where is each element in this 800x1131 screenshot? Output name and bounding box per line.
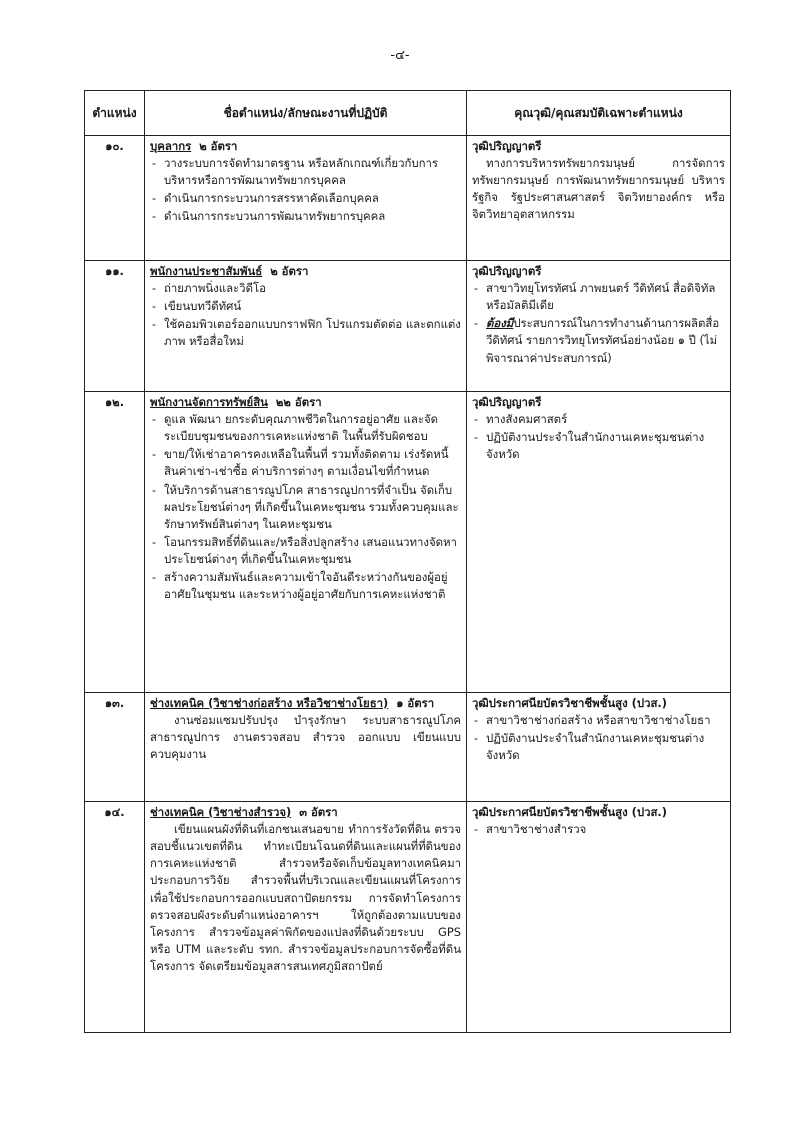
- table-row: [85, 261, 731, 392]
- duties-paragraph: เขียนแผนผังที่ดินที่เอกชนเสนอขาย ทำการรังวัดที่ดิน ตรวจสอบชี้แนวเขตที่ดิน ทำทะเบียนโฉนดที่ดินและแผนที่ที่ดินของการเคหะแห่งชาติ สำรวจหรือจัดเก็บข้อมูลทางเทคนิคมาประกอบการวิจัย สำรวจพื้นที่บริเวณและเขียนแผนที่โครงการเพื่อใช้ประกอบการออกแบบสถาปัตยกรรม การจัดทำโครงการ ตรวจสอบผังระดับตำแหน่งอาคารฯ ให้ถูกต้องตามแบบของโครงการ สำรวจข้อมูลค่าพิกัดของแปลงที่ดินด้วยระบบ GPS หรือ UTM และระดับ รทก. สำรวจข้อมูลประกอบการจัดซื้อที่ดินโครงการ จัดเตรียมข้อมูลสารสนเทศภูมิสถาปัตย์: [150, 822, 461, 973]
- position-title: [150, 263, 461, 280]
- qualification-list: [472, 712, 725, 764]
- list-item: - ดูแล พัฒนา ยกระดับคุณภาพชีวิตในการอยู่อาศัย และจัดระเบียบชุมชนของการเคหะแห่งชาติ ในพื้นที่รับผิดชอบ: [150, 411, 461, 445]
- table-row: [85, 802, 731, 1033]
- list-item: - สาขาวิชาช่างก่อสร้าง หรือสาขาวิชาช่างโยธา: [472, 712, 725, 729]
- duties-paragraph: งานซ่อมแซมปรับปรุง บำรุงรักษา ระบบสาธารณูปโภค สาธารณูปการ งานตรวจสอบ สำรวจ ออกแบบ เขียนแบบ ควบคุมงาน: [150, 713, 461, 762]
- qualification-heading: วุฒิปริญญาตรี: [472, 264, 542, 278]
- qualification-cell: [467, 802, 731, 1033]
- list-item: - สาขาวิทยุโทรทัศน์ ภาพยนตร์ วีดิทัศน์ สื่อดิจิทัล หรือมัลติมีเดีย: [472, 280, 725, 314]
- position-cell: [145, 802, 467, 1033]
- position-cell: [145, 136, 467, 261]
- qualification-heading: วุฒิประกาศนียบัตรวิชาชีพชั้นสูง (ปวส.): [472, 696, 667, 710]
- position-cell: [145, 693, 467, 802]
- position-number: ๑๒.: [85, 392, 145, 693]
- header-qualifications: คุณวุฒิ/คุณสมบัติเฉพาะตำแหน่ง: [467, 91, 731, 136]
- position-title: [150, 695, 461, 712]
- duties-list: [150, 411, 461, 603]
- qualification-cell: [467, 136, 731, 261]
- list-item: - โอนกรรมสิทธิ์ที่ดินและ/หรือสิ่งปลูกสร้าง เสนอแนวทางจัดหาประโยชน์ต่างๆ ที่เกิดขึ้นในเคหะชุมชน: [150, 534, 461, 568]
- position-count: ๒ อัตรา: [199, 139, 238, 153]
- position-number: ๑๔.: [85, 802, 145, 1033]
- position-name: พนักงานประชาสัมพันธ์: [150, 264, 263, 278]
- qualification-heading: วุฒิปริญญาตรี: [472, 395, 542, 409]
- qualification-cell: [467, 392, 731, 693]
- list-item: - เขียนบทวีดีทัศน์: [150, 298, 461, 315]
- qualification-heading: วุฒิปริญญาตรี: [472, 139, 542, 153]
- header-title-duties: ชื่อตำแหน่ง/ลักษณะงานที่ปฏิบัติ: [145, 91, 467, 136]
- header-position: ตำแหน่ง: [85, 91, 145, 136]
- page-number: -๔-: [390, 48, 410, 63]
- table-header-row: [85, 91, 731, 136]
- list-item: [472, 315, 725, 366]
- position-name: พนักงานจัดการทรัพย์สิน: [150, 395, 268, 409]
- position-count: ๓ อัตรา: [299, 805, 338, 819]
- list-item: - ถ่ายภาพนิ่งและวิดีโอ: [150, 280, 461, 297]
- qualification-cell: [467, 261, 731, 392]
- position-number: ๑๓.: [85, 693, 145, 802]
- position-number: ๑๐.: [85, 136, 145, 261]
- qualification-list: [472, 411, 725, 463]
- table-row: [85, 392, 731, 693]
- qualification-text: ทางการบริหารทรัพยากรมนุษย์ การจัดการทรัพยากรมนุษย์ การพัฒนาทรัพยากรมนุษย์ บริหารรัฐกิจ รัฐประศาสนศาสตร์ จิตวิทยาองค์กร หรือ จิตวิทยาอุตสาหกรรม: [472, 156, 725, 222]
- position-name: ช่างเทคนิค (วิชาช่างสำรวจ): [150, 805, 292, 819]
- position-number: ๑๑.: [85, 261, 145, 392]
- position-cell: [145, 261, 467, 392]
- list-item: - ให้บริการด้านสาธารณูปโภค สาธารณูปการที่จำเป็น จัดเก็บผลประโยชน์ต่างๆ ที่เกิดขึ้นในเคหะชุมชน รวมทั้งควบคุมและรักษาทรัพย์สินต่างๆ ในเคหะชุมชน: [150, 482, 461, 533]
- list-item: - ดำเนินการกระบวนการสรรหาคัดเลือกบุคคล: [150, 190, 461, 207]
- position-title: [150, 394, 461, 411]
- position-count: ๑ อัตรา: [396, 696, 435, 710]
- qualification-heading: วุฒิประกาศนียบัตรวิชาชีพชั้นสูง (ปวส.): [472, 805, 667, 819]
- position-name: บุคลากร: [150, 139, 192, 153]
- qualification-list: [472, 821, 725, 838]
- table-row: [85, 136, 731, 261]
- list-item: - ปฏิบัติงานประจำในสำนักงานเคหะชุมชนต่างจังหวัด: [472, 730, 725, 764]
- qualification-text: ประสบการณ์ในการทำงานด้านการผลิตสื่อวีดิทัศน์ รายการวิทยุโทรทัศน์อย่างน้อย ๑ ปี (ไม่พิจารณาค่าประสบการณ์): [486, 316, 720, 365]
- position-title: [150, 138, 461, 155]
- qualification-list: [472, 280, 725, 367]
- positions-table: [84, 90, 731, 1033]
- list-item: - ทางสังคมศาสตร์: [472, 411, 725, 428]
- position-name: ช่างเทคนิค (วิชาช่างก่อสร้าง หรือวิชาช่างโยธา): [150, 696, 389, 710]
- list-item: - ใช้คอมพิวเตอร์ออกแบบกราฟฟิก โปรแกรมตัดต่อ และตกแต่งภาพ หรือสื่อใหม่: [150, 316, 461, 350]
- duties-list: [150, 280, 461, 350]
- position-cell: [145, 392, 467, 693]
- position-count: ๒๒ อัตรา: [275, 395, 322, 409]
- list-item: - ดำเนินการกระบวนการพัฒนาทรัพยากรบุคคล: [150, 208, 461, 225]
- qualification-cell: [467, 693, 731, 802]
- list-item: - ขาย/ให้เช่าอาคารคงเหลือในพื้นที่ รวมทั้งติดตาม เร่งรัดหนี้สินค่าเช่า-เช่าซื้อ ค่าบริการต่างๆ ตามเงื่อนไขที่กำหนด: [150, 446, 461, 480]
- duties-list: [150, 155, 461, 225]
- emphasis-text: ต้องมี: [486, 316, 514, 331]
- position-count: ๒ อัตรา: [270, 264, 309, 278]
- list-item: - ปฏิบัติงานประจำในสำนักงานเคหะชุมชนต่างจังหวัด: [472, 429, 725, 463]
- position-title: [150, 804, 461, 821]
- list-item: - สร้างความสัมพันธ์และความเข้าใจอันดีระหว่างกันของผู้อยู่อาศัยในชุมชน และระหว่างผู้อยู่อาศัยกับการเคหะแห่งชาติ: [150, 569, 461, 603]
- list-item: - วางระบบการจัดทำมาตรฐาน หรือหลักเกณฑ์เกี่ยวกับการบริหารหรือการพัฒนาทรัพยากรบุคคล: [150, 155, 461, 189]
- list-item: - สาขาวิชาช่างสำรวจ: [472, 821, 725, 838]
- table-row: [85, 693, 731, 802]
